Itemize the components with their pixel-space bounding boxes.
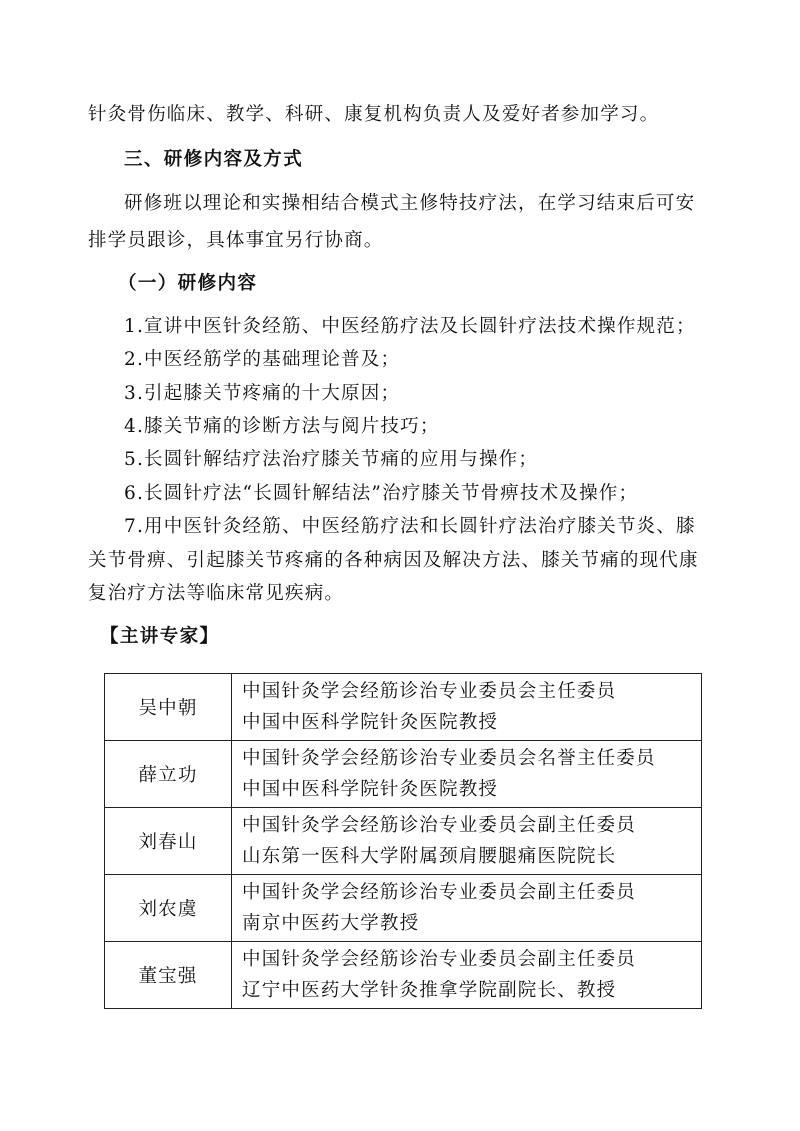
table-row bbox=[105, 808, 702, 875]
list-item: 4.膝关节痛的诊断方法与阅片技巧； bbox=[124, 416, 440, 437]
expert-title-line: 中国中医科学院针灸医院教授 bbox=[242, 712, 499, 733]
expert-title-line: 中国针灸学会经筋诊治专业委员会副主任委员 bbox=[242, 815, 637, 836]
expert-title-line: 中国针灸学会经筋诊治专业委员会主任委员 bbox=[242, 681, 617, 702]
list-item: 5.长圆针解结疗法治疗膝关节痛的应用与操作； bbox=[124, 449, 539, 470]
expert-title-line: 山东第一医科大学附属颈肩腰腿痛医院院长 bbox=[242, 846, 617, 867]
expert-title-line: 中国中医科学院针灸医院教授 bbox=[242, 779, 499, 800]
table-row bbox=[105, 674, 702, 741]
section-3-paragraph-line-2: 排学员跟诊，具体事宜另行协商。 bbox=[88, 230, 384, 251]
list-item-continuation: 复治疗方法等临床常见疾病。 bbox=[88, 583, 345, 604]
expert-titles bbox=[232, 942, 702, 1009]
expert-title-line: 中国针灸学会经筋诊治专业委员会副主任委员 bbox=[242, 949, 637, 970]
expert-titles bbox=[232, 808, 702, 875]
expert-title-line: 中国针灸学会经筋诊治专业委员会副主任委员 bbox=[242, 882, 637, 903]
section-3-paragraph-line-1: 研修班以理论和实操相结合模式主修特技疗法，在学习结束后可安 bbox=[124, 193, 696, 214]
expert-titles bbox=[232, 875, 702, 942]
expert-titles bbox=[232, 674, 702, 741]
experts-heading: 【主讲专家】 bbox=[100, 626, 220, 647]
expert-name: 刘农虞 bbox=[105, 875, 232, 942]
list-item: 7.用中医针灸经筋、中医经筋疗法和长圆针疗法治疗膝关节炎、膝 bbox=[124, 516, 696, 537]
expert-title-line: 中国针灸学会经筋诊治专业委员会名誉主任委员 bbox=[242, 748, 656, 769]
expert-name: 刘春山 bbox=[105, 808, 232, 875]
intro-tail-text: 针灸骨伤临床、教学、科研、康复机构负责人及爱好者参加学习。 bbox=[88, 104, 660, 125]
table-row bbox=[105, 875, 702, 942]
expert-title-line: 辽宁中医药大学针灸推拿学院副院长、教授 bbox=[242, 980, 617, 1001]
expert-name: 薛立功 bbox=[105, 741, 232, 808]
expert-name: 吴中朝 bbox=[105, 674, 232, 741]
table-row bbox=[105, 942, 702, 1009]
table-row bbox=[105, 741, 702, 808]
list-item: 1.宣讲中医针灸经筋、中医经筋疗法及长圆针疗法技术操作规范； bbox=[124, 316, 696, 337]
expert-name: 董宝强 bbox=[105, 942, 232, 1009]
subsection-1-heading: （一）研修内容 bbox=[118, 273, 258, 294]
expert-title-line: 南京中医药大学教授 bbox=[242, 913, 420, 934]
list-item: 3.引起膝关节疼痛的十大原因； bbox=[124, 383, 401, 404]
experts-table bbox=[104, 673, 702, 1009]
section-3-heading: 三、研修内容及方式 bbox=[124, 149, 304, 170]
list-item: 2.中医经筋学的基础理论普及； bbox=[124, 349, 401, 370]
list-item-continuation: 关节骨痹、引起膝关节疼痛的各种病因及解决方法、膝关节痛的现代康 bbox=[88, 550, 699, 571]
expert-titles bbox=[232, 741, 702, 808]
list-item: 6.长圆针疗法“长圆针解结法”治疗膝关节骨痹技术及操作； bbox=[124, 483, 639, 504]
